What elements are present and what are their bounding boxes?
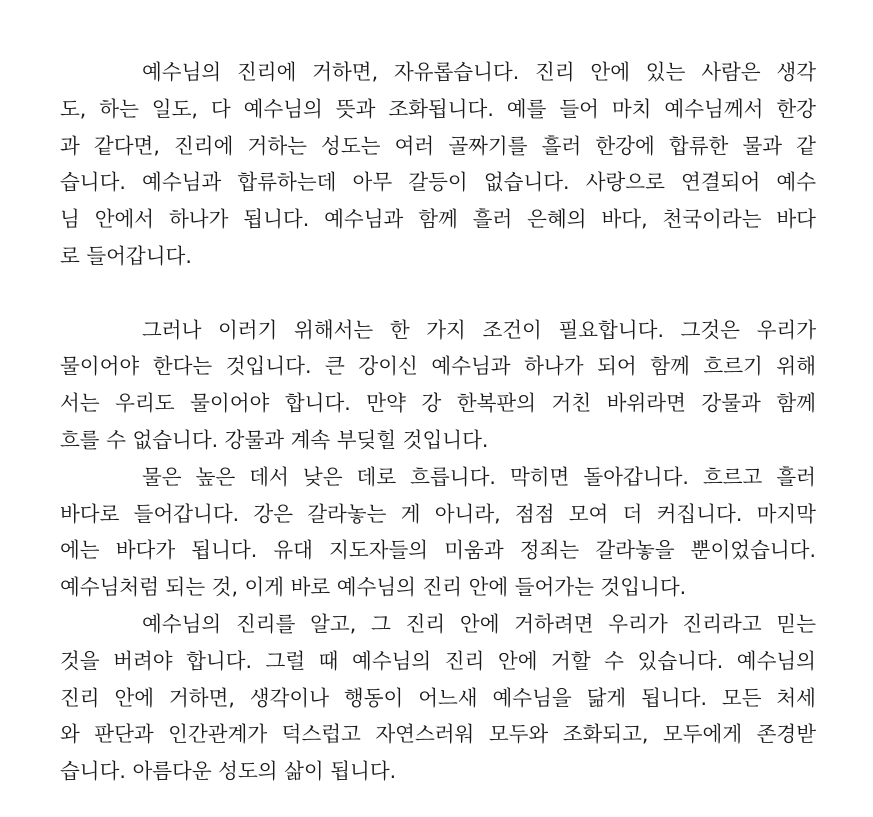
text-line: 와 판단과 인간관계가 덕스럽고 자연스러워 모두와 조화되고, 모두에게 존경받	[60, 722, 816, 747]
document-body	[60, 54, 816, 790]
text-line: 예수님의 진리를 알고, 그 진리 안에 거하려면 우리가 진리라고 믿는	[142, 611, 816, 636]
text-line: 예수님처럼 되는 것, 이게 바로 예수님의 진리 안에 들어가는 것입니다.	[60, 575, 687, 600]
paragraph-1	[60, 54, 816, 275]
paragraph-spacer	[60, 275, 816, 312]
text-line: 습니다. 아름다운 성도의 삶이 됩니다.	[60, 759, 397, 784]
text-line: 물이어야 한다는 것입니다. 큰 강이신 예수님과 하나가 되어 함께 흐르기 위해	[60, 354, 816, 379]
text-line: 예수님의 진리에 거하면, 자유롭습니다. 진리 안에 있는 사람은 생각	[142, 60, 816, 84]
text-line: 그러나 이러기 위해서는 한 가지 조건이 필요합니다. 그것은 우리가	[142, 317, 816, 342]
text-line: 습니다. 예수님과 합류하는데 아무 갈등이 없습니다. 사랑으로 연결되어 예수	[60, 170, 816, 195]
text-line: 과 같다면, 진리에 거하는 성도는 여러 골짜기를 흘러 한강에 합류한 물과 같	[60, 133, 816, 158]
text-line: 바다로 들어갑니다. 강은 갈라놓는 게 아니라, 점점 모여 더 커집니다. 마지막	[60, 501, 816, 526]
text-line: 진리 안에 거하면, 생각이나 행동이 어느새 예수님을 닮게 됩니다. 모든 처세	[60, 685, 816, 710]
text-line: 서는 우리도 물이어야 합니다. 만약 강 한복판의 거친 바위라면 강물과 함께	[60, 391, 816, 416]
text-line: 흐를 수 없습니다. 강물과 계속 부딪힐 것입니다.	[60, 427, 489, 452]
paragraph-2	[60, 312, 816, 459]
text-line: 것을 버려야 합니다. 그럴 때 예수님의 진리 안에 거할 수 있습니다. 예수님의	[60, 648, 816, 673]
text-line: 도, 하는 일도, 다 예수님의 뜻과 조화됩니다. 예를 들어 마치 예수님께서 한강	[60, 96, 816, 121]
paragraph-3	[60, 459, 816, 606]
text-line: 에는 바다가 됩니다. 유대 지도자들의 미움과 정죄는 갈라놓을 뿐이었습니다.	[60, 538, 816, 563]
text-line: 님 안에서 하나가 됩니다. 예수님과 함께 흘러 은혜의 바다, 천국이라는 바다	[60, 207, 816, 232]
paragraph-4	[60, 606, 816, 790]
text-line: 로 들어갑니다.	[60, 243, 192, 268]
text-line: 물은 높은 데서 낮은 데로 흐릅니다. 막히면 돌아갑니다. 흐르고 흘러	[142, 464, 816, 489]
